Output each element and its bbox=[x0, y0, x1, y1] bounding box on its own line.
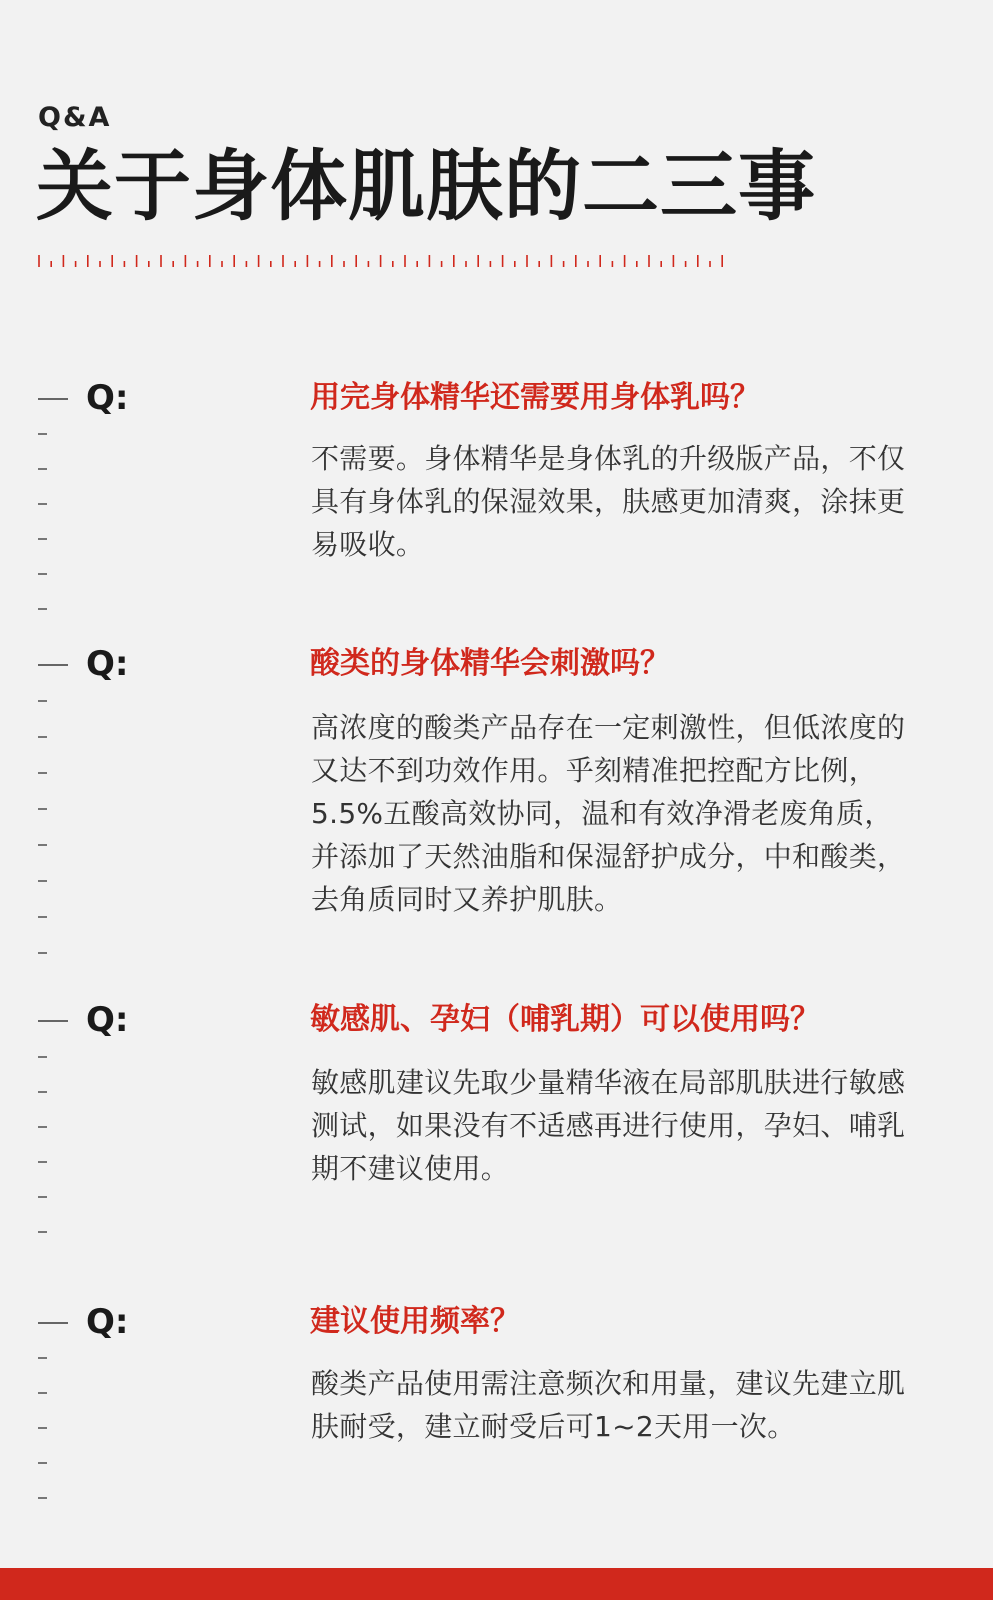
bottom-accent-bar bbox=[0, 1568, 993, 1600]
eyebrow-label: Q&A bbox=[38, 102, 112, 133]
answer-text: 高浓度的酸类产品存在一定刺激性，但低浓度的又达不到功效作用。乎刻精准把控配方比例，5.5%五酸高效协同，温和有效净滑老废角质，并添加了天然油脂和保湿舒护成分，中和酸类，去角质同时又养护肌肤。 bbox=[311, 711, 906, 916]
question-text: 用完身体精华还需要用身体乳吗？ bbox=[310, 380, 760, 415]
question-text: 建议使用频率？ bbox=[310, 1304, 520, 1339]
question-label: Q: bbox=[86, 644, 129, 684]
question-text: 敏感肌、孕妇（哺乳期）可以使用吗？ bbox=[310, 1002, 820, 1037]
question-label: Q: bbox=[86, 378, 129, 418]
answer-text: 酸类产品使用需注意频次和用量，建议先建立肌肤耐受，建立耐受后可1~2天用一次。 bbox=[311, 1367, 906, 1443]
question-label: Q: bbox=[86, 1000, 129, 1040]
question-label: Q: bbox=[86, 1302, 129, 1342]
page-title: 关于身体肌肤的二三事 bbox=[36, 143, 816, 232]
ruler-decoration bbox=[38, 254, 728, 268]
question-text: 酸类的身体精华会刺激吗？ bbox=[310, 646, 670, 681]
answer-text: 不需要。身体精华是身体乳的升级版产品，不仅具有身体乳的保湿效果，肤感更加清爽，涂抹更易吸收。 bbox=[311, 442, 906, 561]
answer-text: 敏感肌建议先取少量精华液在局部肌肤进行敏感测试，如果没有不适感再进行使用，孕妇、哺乳期不建议使用。 bbox=[311, 1066, 906, 1185]
